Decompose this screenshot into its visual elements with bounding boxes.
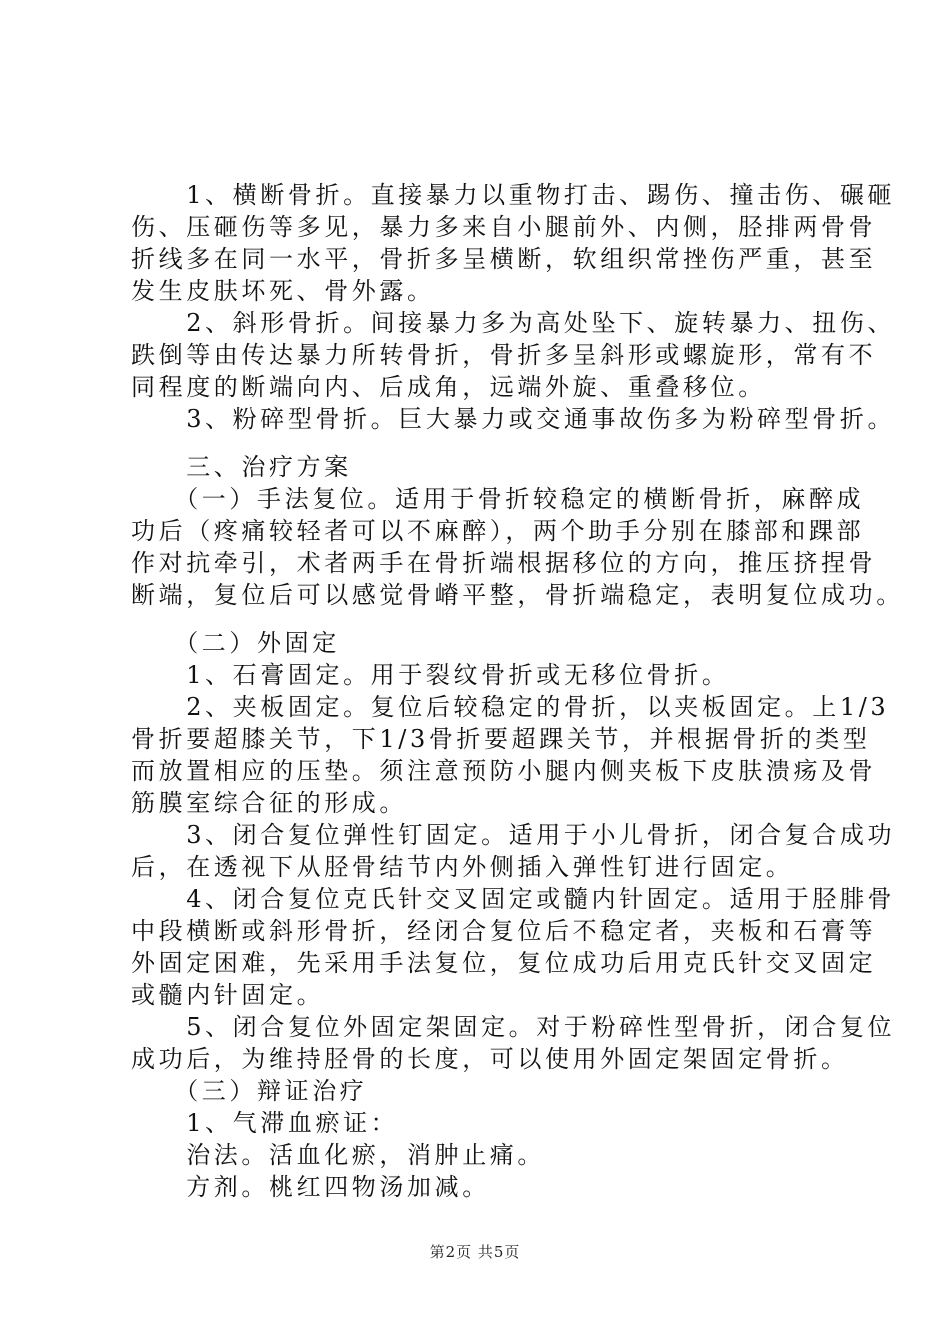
text-line: 3、闭合复位弹性钉固定。适用于小儿骨折，闭合复合成功 xyxy=(131,821,896,849)
text-line: （一）手法复位。适用于骨折较稳定的横断骨折，麻醉成 xyxy=(131,485,865,513)
text-line: 而放置相应的压垫。须注意预防小腿内侧夹板下皮肤溃疡及骨 xyxy=(131,757,877,785)
text-line: 骨折要超膝关节，下1/3骨折要超踝关节，并根据骨折的类型 xyxy=(131,725,871,753)
text-line: 同程度的断端向内、后成角，远端外旋、重叠移位。 xyxy=(131,373,766,401)
text-line: 功后（疼痛较轻者可以不麻醉），两个助手分别在膝部和踝部 xyxy=(131,517,865,545)
text-line: 中段横断或斜形骨折，经闭合复位后不稳定者，夹板和石膏等 xyxy=(131,917,877,945)
text-line: 治法。活血化瘀，消肿止痛。 xyxy=(131,1141,545,1169)
text-line: 跌倒等由传达暴力所转骨折，骨折多呈斜形或螺旋形，常有不 xyxy=(131,341,877,369)
text-line: 2、斜形骨折。间接暴力多为高处坠下、旋转暴力、扭伤、 xyxy=(131,309,896,337)
text-line: 1、石膏固定。用于裂纹骨折或无移位骨折。 xyxy=(131,661,730,689)
text-line: 1、气滞血瘀证： xyxy=(131,1109,399,1137)
text-line: 伤、压砸伤等多见，暴力多来自小腿前外、内侧，胫排两骨骨 xyxy=(131,213,877,241)
text-line: 后，在透视下从胫骨结节内外侧插入弹性钉进行固定。 xyxy=(131,853,794,881)
text-line: 筋膜室综合征的形成。 xyxy=(131,789,407,817)
text-line: 4、闭合复位克氏针交叉固定或髓内针固定。适用于胫腓骨 xyxy=(131,885,896,913)
text-line: 成功后，为维持胫骨的长度，可以使用外固定架固定骨折。 xyxy=(131,1045,849,1073)
subsection-heading: （二）外固定 xyxy=(131,629,340,657)
text-line: 方剂。桃红四物汤加减。 xyxy=(131,1173,490,1201)
text-line: 5、闭合复位外固定架固定。对于粉碎性型骨折，闭合复位 xyxy=(131,1013,896,1041)
section-heading: 三、治疗方案 xyxy=(131,453,352,481)
text-line: 1、横断骨折。直接暴力以重物打击、踢伤、撞击伤、碾砸 xyxy=(131,181,896,209)
text-line: 断端，复位后可以感觉骨嵴平整，骨折端稳定，表明复位成功。 xyxy=(131,581,904,609)
text-line: 外固定困难，先采用手法复位，复位成功后用克氏针交叉固定 xyxy=(131,949,877,977)
text-line: 作对抗牵引，术者两手在骨折端根据移位的方向，推压挤捏骨 xyxy=(131,549,877,577)
text-line: 2、夹板固定。复位后较稳定的骨折，以夹板固定。上1/3 xyxy=(131,693,890,721)
text-line: 或髓内针固定。 xyxy=(131,981,325,1009)
subsection-heading: （三）辩证治疗 xyxy=(131,1077,368,1105)
text-line: 发生皮肤坏死、骨外露。 xyxy=(131,277,435,305)
text-line: 折线多在同一水平，骨折多呈横断，软组织常挫伤严重，甚至 xyxy=(131,245,877,273)
text-line: 3、粉碎型骨折。巨大暴力或交通事故伤多为粉碎型骨折。 xyxy=(131,405,896,433)
page-number-footer: 第2页 共5页 xyxy=(429,1243,521,1261)
